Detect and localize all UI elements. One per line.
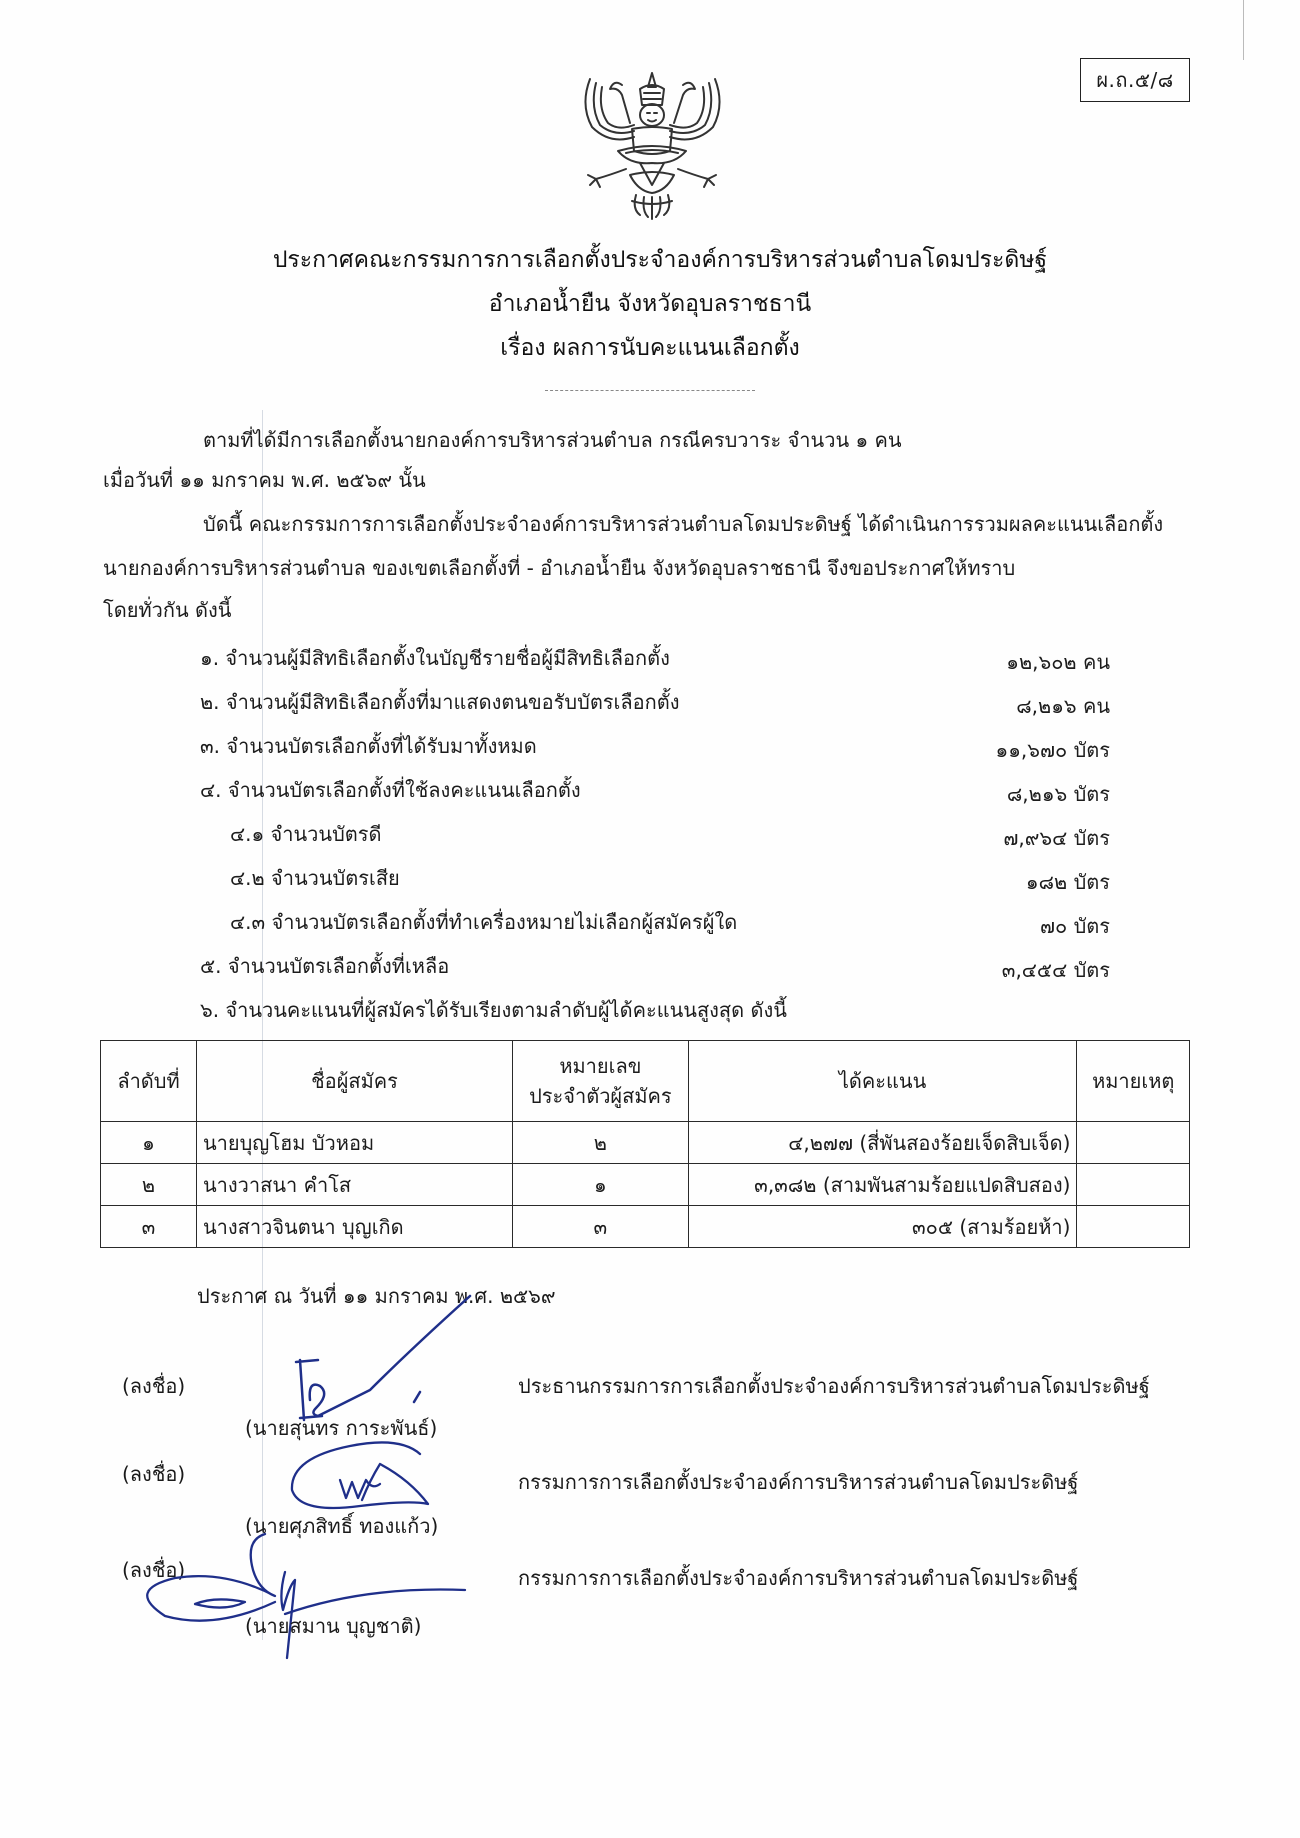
intro-p2-line1: บัดนี้ คณะกรรมการการเลือกตั้งประจำองค์การบริหารส่วนตำบลโดมประดิษฐ์ ได้ดำเนินการรวมผลคะแนนเลือกตั้ง — [203, 512, 1164, 536]
cell-note — [1077, 1206, 1190, 1248]
sign-label-1: (ลงชื่อ) — [122, 1374, 186, 1398]
title-divider — [545, 390, 755, 391]
cell-rank: ๑ — [101, 1122, 197, 1164]
item-no-vote-ballots-label: ๔.๓ จำนวนบัตรเลือกตั้งที่ทำเครื่องหมายไม่เลือกผู้สมัครผู้ใด — [230, 910, 738, 934]
form-code-box: ผ.ถ.๕/๘ — [1080, 58, 1190, 102]
announcement-title — [0, 238, 1300, 370]
sign-label-3: (ลงชื่อ) — [122, 1558, 186, 1582]
item-valid-ballots-value: ๗,๙๖๔ บัตร — [1003, 826, 1110, 850]
signatory-1-name: (นายสุนทร การะพันธ์) — [245, 1416, 438, 1440]
signatory-2-name: (นายศุภสิทธิ์ ทองแก้ว) — [245, 1514, 439, 1538]
intro-p2-line3: โดยทั่วกัน ดังนี้ — [103, 598, 232, 622]
intro-p2-line2: นายกองค์การบริหารส่วนตำบล ของเขตเลือกตั้งที่ - อำเภอน้ำยืน จังหวัดอุบลราชธานี จึงขอประกาศให้ทราบ — [103, 556, 1016, 580]
title-line-committee: ประกาศคณะกรรมการการเลือกตั้งประจำองค์การบริหารส่วนตำบลโดมประดิษฐ์ — [272, 247, 1048, 273]
item-invalid-ballots-label: ๔.๒ จำนวนบัตรเสีย — [230, 866, 400, 890]
table-row — [101, 1206, 1190, 1248]
item-candidate-scores-label: ๖. จำนวนคะแนนที่ผู้สมัครได้รับเรียงตามลำดับผู้ได้คะแนนสูงสุด ดังนี้ — [200, 998, 787, 1022]
cell-rank: ๓ — [101, 1206, 197, 1248]
intro-p1-line2: เมื่อวันที่ ๑๑ มกราคม พ.ศ. ๒๕๖๙ นั้น — [103, 468, 426, 492]
cell-score: ๓,๓๘๒ (สามพันสามร้อยแปดสิบสอง) — [688, 1164, 1077, 1206]
signatory-3-name: (นายสมาน บุญชาติ) — [245, 1614, 422, 1638]
item-ballots-used-label: ๔. จำนวนบัตรเลือกตั้งที่ใช้ลงคะแนนเลือกตั้ง — [200, 778, 581, 802]
header-candidate-number — [513, 1041, 689, 1122]
signatory-3-role: กรรมการการเลือกตั้งประจำองค์การบริหารส่วนตำบลโดมประดิษฐ์ — [518, 1566, 1079, 1590]
cell-rank: ๒ — [101, 1164, 197, 1206]
item-remaining-ballots-value: ๓,๔๕๔ บัตร — [1001, 958, 1110, 982]
item-ballots-received-value: ๑๑,๖๗๐ บัตร — [995, 738, 1110, 762]
item-valid-ballots-label: ๔.๑ จำนวนบัตรดี — [230, 822, 382, 846]
cell-candidate-number: ๒ — [513, 1122, 689, 1164]
signature-1-icon — [260, 1290, 480, 1430]
intro-p1-line1: ตามที่ได้มีการเลือกตั้งนายกองค์การบริหารส่วนตำบล กรณีครบวาระ จำนวน ๑ คน — [203, 428, 902, 452]
cell-candidate-number: ๑ — [513, 1164, 689, 1206]
cell-candidate-name: นายบุญโฮม บัวหอม — [196, 1122, 512, 1164]
announcement-date: ประกาศ ณ วันที่ ๑๑ มกราคม พ.ศ. ๒๕๖๙ — [197, 1284, 556, 1308]
scan-fold-line — [262, 410, 263, 1640]
item-remaining-ballots-label: ๕. จำนวนบัตรเลือกตั้งที่เหลือ — [200, 954, 450, 978]
results-table — [100, 1040, 1190, 1248]
cell-candidate-name: นางวาสนา คำโส — [196, 1164, 512, 1206]
signature-3-icon — [135, 1530, 465, 1660]
header-note: หมายเหตุ — [1077, 1041, 1190, 1122]
item-invalid-ballots-value: ๑๘๒ บัตร — [1025, 870, 1110, 894]
signature-2-icon — [270, 1440, 470, 1520]
table-row — [101, 1122, 1190, 1164]
table-header-row — [101, 1041, 1190, 1122]
header-candidate-number-line2: ประจำตัวผู้สมัคร — [529, 1084, 672, 1108]
signatory-1-role: ประธานกรรมการการเลือกตั้งประจำองค์การบริหารส่วนตำบลโดมประดิษฐ์ — [518, 1374, 1150, 1398]
sign-label-2: (ลงชื่อ) — [122, 1462, 186, 1486]
signatory-2-role: กรรมการการเลือกตั้งประจำองค์การบริหารส่วนตำบลโดมประดิษฐ์ — [518, 1470, 1079, 1494]
item-ballots-used-value: ๘,๒๑๖ บัตร — [1006, 782, 1110, 806]
item-voters-turnout-label: ๒. จำนวนผู้มีสิทธิเลือกตั้งที่มาแสดงตนขอรับบัตรเลือกตั้ง — [200, 690, 680, 714]
item-eligible-voters-label: ๑. จำนวนผู้มีสิทธิเลือกตั้งในบัญชีรายชื่อผู้มีสิทธิเลือกตั้ง — [200, 646, 670, 670]
garuda-emblem-icon — [570, 65, 735, 225]
scan-edge-line — [1243, 0, 1244, 60]
table-row — [101, 1164, 1190, 1206]
header-score: ได้คะแนน — [688, 1041, 1077, 1122]
title-line-location: อำเภอน้ำยืน จังหวัดอุบลราชธานี — [488, 291, 812, 317]
item-no-vote-ballots-value: ๗๐ บัตร — [1039, 914, 1110, 938]
cell-note — [1077, 1164, 1190, 1206]
item-eligible-voters-value: ๑๒,๖๐๒ คน — [1006, 650, 1110, 674]
item-ballots-received-label: ๓. จำนวนบัตรเลือกตั้งที่ได้รับมาทั้งหมด — [200, 734, 537, 758]
cell-note — [1077, 1122, 1190, 1164]
item-voters-turnout-value: ๘,๒๑๖ คน — [1016, 694, 1110, 718]
cell-candidate-name: นางสาวจินตนา บุญเกิด — [196, 1206, 512, 1248]
header-candidate-number-line1: หมายเลข — [559, 1054, 642, 1078]
header-candidate-name: ชื่อผู้สมัคร — [196, 1041, 512, 1122]
cell-score: ๔,๒๗๗ (สี่พันสองร้อยเจ็ดสิบเจ็ด) — [688, 1122, 1077, 1164]
header-rank: ลำดับที่ — [101, 1041, 197, 1122]
cell-candidate-number: ๓ — [513, 1206, 689, 1248]
title-line-subject: เรื่อง ผลการนับคะแนนเลือกตั้ง — [500, 335, 800, 361]
cell-score: ๓๐๕ (สามร้อยห้า) — [688, 1206, 1077, 1248]
